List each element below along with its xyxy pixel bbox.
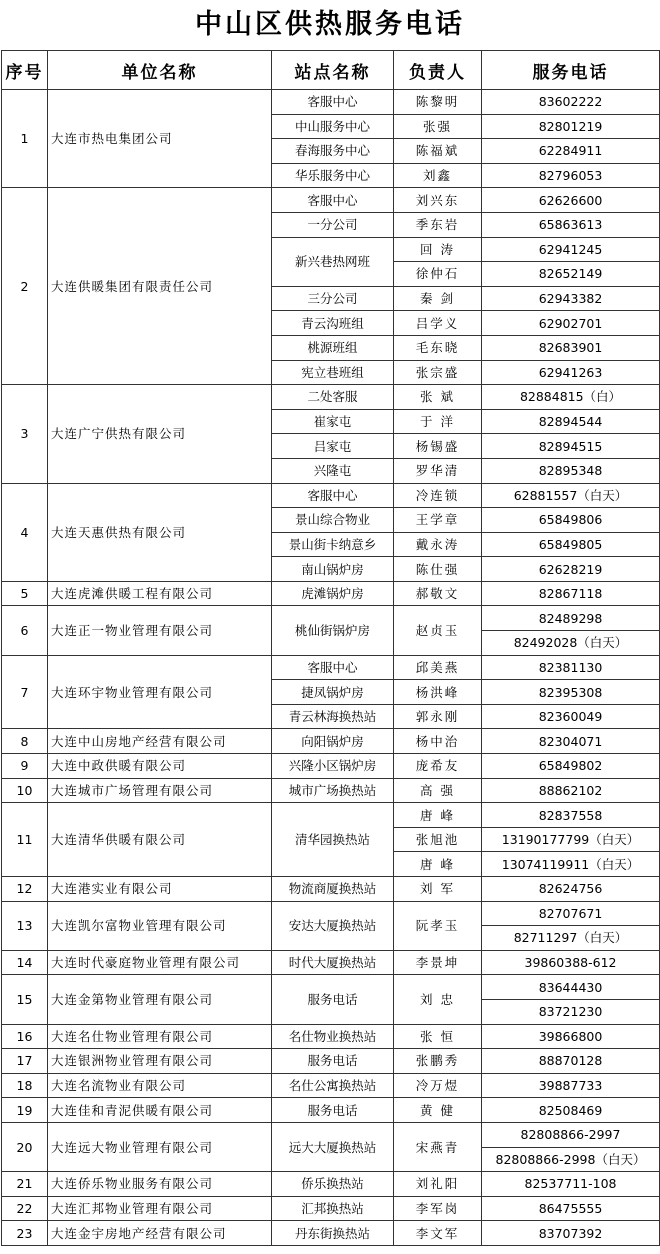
row-number: 3: [2, 385, 48, 483]
row-number: 10: [2, 778, 48, 803]
person-name: 高 强: [394, 778, 482, 803]
row-number: 21: [2, 1172, 48, 1197]
row-number: 1: [2, 90, 48, 188]
service-phone: 62902701: [482, 311, 660, 336]
person-name: 刘 忠: [394, 975, 482, 1024]
service-phone: 83644430: [482, 975, 660, 1000]
service-phone: 62941245: [482, 237, 660, 262]
site-name: 时代大厦换热站: [272, 950, 394, 975]
row-number: 6: [2, 606, 48, 655]
person-name: 宋燕青: [394, 1122, 482, 1171]
person-name: 庞希友: [394, 754, 482, 779]
unit-name: 大连清华供暖有限公司: [48, 803, 272, 877]
service-phone: 62628219: [482, 557, 660, 582]
site-name: 客服中心: [272, 483, 394, 508]
unit-name: 大连中政供暖有限公司: [48, 754, 272, 779]
row-number: 11: [2, 803, 48, 877]
person-name: 陈福斌: [394, 139, 482, 164]
table-row: [2, 385, 660, 410]
table-row: [2, 1122, 660, 1147]
row-number: 4: [2, 483, 48, 581]
unit-name: 大连银洲物业管理有限公司: [48, 1049, 272, 1074]
unit-name: 大连时代豪庭物业管理有限公司: [48, 950, 272, 975]
site-name: 向阳锅炉房: [272, 729, 394, 754]
site-name: 桃源班组: [272, 335, 394, 360]
service-phone: 82304071: [482, 729, 660, 754]
header-person: 负责人: [394, 51, 482, 90]
unit-name: 大连城市广场管理有限公司: [48, 778, 272, 803]
site-name: 兴隆屯: [272, 458, 394, 483]
person-name: 冷连锁: [394, 483, 482, 508]
site-name: 南山锅炉房: [272, 557, 394, 582]
person-name: 黄 健: [394, 1098, 482, 1123]
person-name: 秦 剑: [394, 286, 482, 311]
row-number: 13: [2, 901, 48, 950]
service-phone: 82652149: [482, 262, 660, 287]
person-name: 戴永涛: [394, 532, 482, 557]
header-no: 序号: [2, 51, 48, 90]
table-row: [2, 655, 660, 680]
site-name: 服务电话: [272, 975, 394, 1024]
site-name: 二处客服: [272, 385, 394, 410]
person-name: 邱美燕: [394, 655, 482, 680]
site-name: 客服中心: [272, 655, 394, 680]
site-name: 青云林海换热站: [272, 704, 394, 729]
site-name: 物流商厦换热站: [272, 877, 394, 902]
row-number: 17: [2, 1049, 48, 1074]
person-name: 张 斌: [394, 385, 482, 410]
service-phone: 82492028（白天）: [482, 631, 660, 656]
service-phone: 82796053: [482, 163, 660, 188]
site-name: 客服中心: [272, 188, 394, 213]
service-phone: 39860388-612: [482, 950, 660, 975]
service-phone: 65849805: [482, 532, 660, 557]
site-name: 中山服务中心: [272, 114, 394, 139]
service-phone: 62881557（白天）: [482, 483, 660, 508]
service-phone: 65849806: [482, 508, 660, 533]
person-name: 张强: [394, 114, 482, 139]
row-number: 16: [2, 1024, 48, 1049]
person-name: 刘鑫: [394, 163, 482, 188]
site-name: 客服中心: [272, 90, 394, 115]
table-row: [2, 729, 660, 754]
service-phone: 83721230: [482, 999, 660, 1024]
table-row: [2, 877, 660, 902]
row-number: 7: [2, 655, 48, 729]
site-name: 城市广场换热站: [272, 778, 394, 803]
site-name: 华乐服务中心: [272, 163, 394, 188]
site-name: 吕家屯: [272, 434, 394, 459]
person-name: 刘礼阳: [394, 1172, 482, 1197]
header-phone: 服务电话: [482, 51, 660, 90]
person-name: 张 恒: [394, 1024, 482, 1049]
header-row: [2, 51, 660, 90]
service-phone: 82707671: [482, 901, 660, 926]
site-name: 桃仙街锅炉房: [272, 606, 394, 655]
person-name: 回 涛: [394, 237, 482, 262]
site-name: 远大大厦换热站: [272, 1122, 394, 1171]
site-name: 新兴巷热网班: [272, 237, 394, 286]
table-row: [2, 1172, 660, 1197]
unit-name: 大连金宇房地产经营有限公司: [48, 1221, 272, 1246]
row-number: 8: [2, 729, 48, 754]
unit-name: 大连汇邦物业管理有限公司: [48, 1196, 272, 1221]
person-name: 陈黎明: [394, 90, 482, 115]
site-name: 侨乐换热站: [272, 1172, 394, 1197]
table-row: [2, 606, 660, 631]
unit-name: 大连中山房地产经营有限公司: [48, 729, 272, 754]
service-phone: 82508469: [482, 1098, 660, 1123]
service-phone: 86475555: [482, 1196, 660, 1221]
person-name: 杨中治: [394, 729, 482, 754]
person-name: 张鹏秀: [394, 1049, 482, 1074]
service-phone: 82808866-2998（白天）: [482, 1147, 660, 1172]
person-name: 冷万煜: [394, 1073, 482, 1098]
site-name: 景山综合物业: [272, 508, 394, 533]
table-row: [2, 1098, 660, 1123]
person-name: 徐仲石: [394, 262, 482, 287]
person-name: 陈仕强: [394, 557, 482, 582]
site-name: 名仕物业换热站: [272, 1024, 394, 1049]
site-name: 兴隆小区锅炉房: [272, 754, 394, 779]
person-name: 赵贞玉: [394, 606, 482, 655]
table-row: [2, 754, 660, 779]
site-name: 汇邦换热站: [272, 1196, 394, 1221]
table-row: [2, 950, 660, 975]
site-name: 安达大厦换热站: [272, 901, 394, 950]
table-row: [2, 778, 660, 803]
site-name: 服务电话: [272, 1049, 394, 1074]
service-phone: 62943382: [482, 286, 660, 311]
unit-name: 大连佳和青泥供暖有限公司: [48, 1098, 272, 1123]
person-name: 刘 军: [394, 877, 482, 902]
header-unit: 单位名称: [48, 51, 272, 90]
service-phone: 83602222: [482, 90, 660, 115]
row-number: 22: [2, 1196, 48, 1221]
service-phone: 82711297（白天）: [482, 926, 660, 951]
person-name: 李军岗: [394, 1196, 482, 1221]
heating-phone-table: [1, 50, 660, 1246]
table-row: [2, 1024, 660, 1049]
service-phone: 83707392: [482, 1221, 660, 1246]
table-row: [2, 1196, 660, 1221]
site-name: 宪立巷班组: [272, 360, 394, 385]
service-phone: 39887733: [482, 1073, 660, 1098]
service-phone: 82808866-2997: [482, 1122, 660, 1147]
unit-name: 大连金第物业管理有限公司: [48, 975, 272, 1024]
site-name: 青云沟班组: [272, 311, 394, 336]
service-phone: 82894544: [482, 409, 660, 434]
service-phone: 65849802: [482, 754, 660, 779]
site-name: 丹东街换热站: [272, 1221, 394, 1246]
person-name: 张宗盛: [394, 360, 482, 385]
header-site: 站点名称: [272, 51, 394, 90]
service-phone: 13074119911（白天）: [482, 852, 660, 877]
table-row: [2, 1073, 660, 1098]
unit-name: 大连远大物业管理有限公司: [48, 1122, 272, 1171]
service-phone: 82683901: [482, 335, 660, 360]
service-phone: 62941263: [482, 360, 660, 385]
table-row: [2, 1221, 660, 1246]
person-name: 于 洋: [394, 409, 482, 434]
person-name: 张旭池: [394, 827, 482, 852]
person-name: 郭永刚: [394, 704, 482, 729]
person-name: 李文军: [394, 1221, 482, 1246]
person-name: 杨锡盛: [394, 434, 482, 459]
service-phone: 82894515: [482, 434, 660, 459]
table-row: [2, 901, 660, 926]
table-row: [2, 975, 660, 1000]
person-name: 唐 峰: [394, 803, 482, 828]
row-number: 12: [2, 877, 48, 902]
person-name: 王学章: [394, 508, 482, 533]
service-phone: 82537711-108: [482, 1172, 660, 1197]
service-phone: 82489298: [482, 606, 660, 631]
person-name: 郝敬文: [394, 581, 482, 606]
unit-name: 大连市热电集团公司: [48, 90, 272, 188]
service-phone: 82624756: [482, 877, 660, 902]
table-row: [2, 90, 660, 115]
unit-name: 大连正一物业管理有限公司: [48, 606, 272, 655]
unit-name: 大连虎滩供暖工程有限公司: [48, 581, 272, 606]
unit-name: 大连广宁供热有限公司: [48, 385, 272, 483]
site-name: 三分公司: [272, 286, 394, 311]
unit-name: 大连凯尔富物业管理有限公司: [48, 901, 272, 950]
unit-name: 大连环宇物业管理有限公司: [48, 655, 272, 729]
service-phone: 82360049: [482, 704, 660, 729]
row-number: 20: [2, 1122, 48, 1171]
unit-name: 大连供暖集团有限责任公司: [48, 188, 272, 385]
service-phone: 88870128: [482, 1049, 660, 1074]
service-phone: 65863613: [482, 212, 660, 237]
person-name: 杨洪峰: [394, 680, 482, 705]
site-name: 名仕公寓换热站: [272, 1073, 394, 1098]
row-number: 18: [2, 1073, 48, 1098]
row-number: 14: [2, 950, 48, 975]
person-name: 刘兴东: [394, 188, 482, 213]
unit-name: 大连天惠供热有限公司: [48, 483, 272, 581]
service-phone: 82837558: [482, 803, 660, 828]
person-name: 唐 峰: [394, 852, 482, 877]
row-number: 23: [2, 1221, 48, 1246]
site-name: 景山街卡纳意乡: [272, 532, 394, 557]
person-name: 罗华清: [394, 458, 482, 483]
unit-name: 大连侨乐物业服务有限公司: [48, 1172, 272, 1197]
table-row: [2, 1049, 660, 1074]
table-row: [2, 803, 660, 828]
table-body: [2, 90, 660, 1246]
site-name: 一分公司: [272, 212, 394, 237]
service-phone: 82884815（白）: [482, 385, 660, 410]
unit-name: 大连名流物业有限公司: [48, 1073, 272, 1098]
person-name: 李景坤: [394, 950, 482, 975]
site-name: 清华园换热站: [272, 803, 394, 877]
unit-name: 大连名仕物业管理有限公司: [48, 1024, 272, 1049]
table-row: [2, 188, 660, 213]
row-number: 15: [2, 975, 48, 1024]
site-name: 崔家屯: [272, 409, 394, 434]
service-phone: 82895348: [482, 458, 660, 483]
site-name: 春海服务中心: [272, 139, 394, 164]
row-number: 9: [2, 754, 48, 779]
service-phone: 82867118: [482, 581, 660, 606]
person-name: 阮孝玉: [394, 901, 482, 950]
row-number: 19: [2, 1098, 48, 1123]
service-phone: 39866800: [482, 1024, 660, 1049]
site-name: 服务电话: [272, 1098, 394, 1123]
site-name: 虎滩锅炉房: [272, 581, 394, 606]
page-title: 中山区供热服务电话: [195, 9, 465, 40]
service-phone: 62284911: [482, 139, 660, 164]
person-name: 吕学义: [394, 311, 482, 336]
service-phone: 82801219: [482, 114, 660, 139]
row-number: 2: [2, 188, 48, 385]
service-phone: 82395308: [482, 680, 660, 705]
service-phone: 13190177799（白天）: [482, 827, 660, 852]
row-number: 5: [2, 581, 48, 606]
unit-name: 大连港实业有限公司: [48, 877, 272, 902]
table-row: [2, 483, 660, 508]
table-row: [2, 581, 660, 606]
person-name: 毛东晓: [394, 335, 482, 360]
service-phone: 62626600: [482, 188, 660, 213]
service-phone: 82381130: [482, 655, 660, 680]
service-phone: 88862102: [482, 778, 660, 803]
site-name: 捷凤锅炉房: [272, 680, 394, 705]
person-name: 季东岩: [394, 212, 482, 237]
